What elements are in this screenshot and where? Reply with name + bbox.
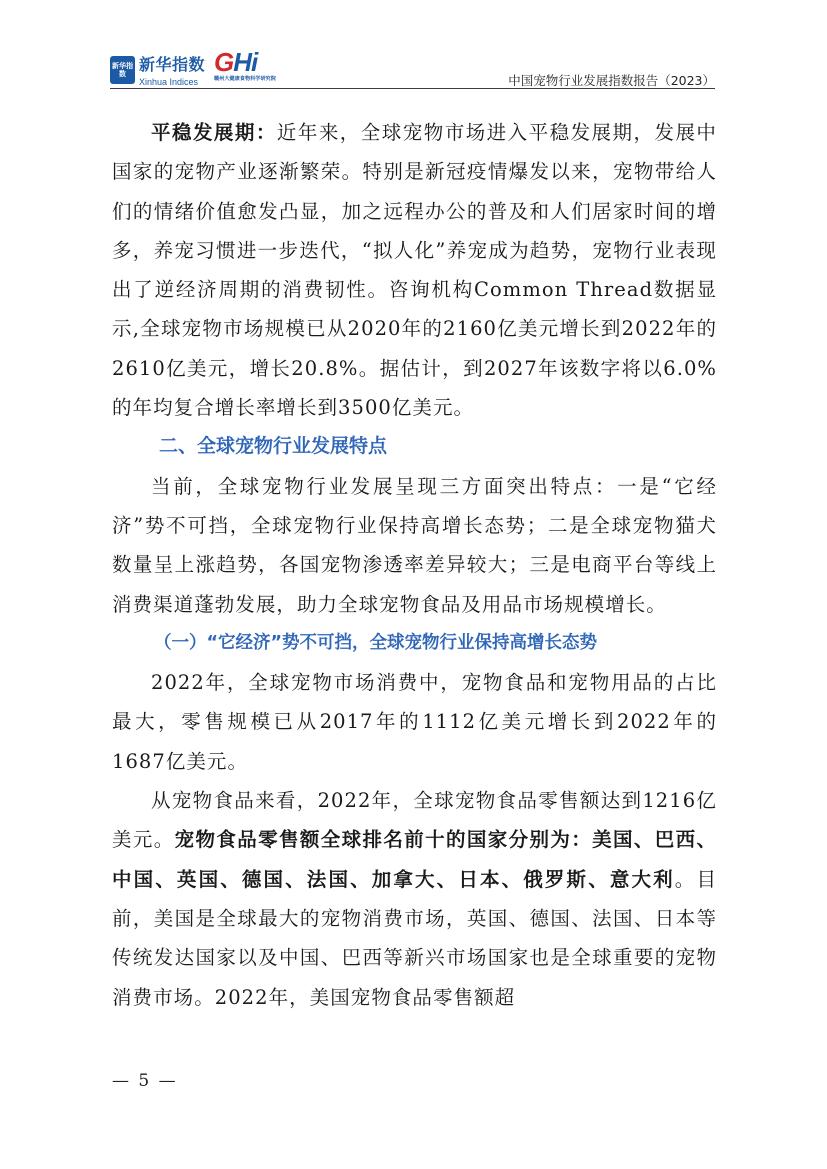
xinhua-indices-logo — [110, 52, 205, 87]
page-header — [0, 0, 827, 95]
section-heading: 二、全球宠物行业发展特点 — [159, 435, 388, 458]
paragraph-lead-term: 平稳发展期： — [151, 121, 277, 144]
paragraph-three-features: 当前，全球宠物行业发展呈现三方面突出特点：一是“它经济”势不可挡，全球宠物行业保持高增长态势；二是全球宠物猫犬数量呈上涨趋势，各国宠物渗透率差异较大；三是电商平台等线上消费渠道蓬勃发展，助力全球宠物食品及用品市场规模增长。 — [112, 474, 717, 616]
subsection-heading: （一）“它经济”势不可挡，全球宠物行业保持高增长态势 — [154, 632, 598, 653]
xinhua-logo-en: Xinhua Indices — [139, 77, 199, 87]
paragraph-stable-development — [112, 113, 717, 427]
page-number: — 5 — — [112, 1071, 178, 1091]
ghi-logo — [214, 47, 306, 82]
paragraph-market-consumption: 2022年，全球宠物市场消费中，宠物食品和宠物用品的占比最大，零售规模已从2017年的1112亿美元增长到2022年的1687亿美元。 — [112, 671, 717, 773]
report-title: 中国宠物行业发展指数报告（2023） — [508, 73, 715, 88]
header-divider — [110, 88, 715, 89]
paragraph-text: 近年来，全球宠物市场进入平稳发展期，发展中国家的宠物产业逐渐繁荣。特别是新冠疫情爆发以来，宠物带给人们的情绪价值愈发凸显，加之远程办公的普及和人们居家时间的增多，养宠习惯进一步迭代，“拟人化”养宠成为趋势，宠物行业表现出了逆经济周期的消费韧性。咨询机构Common Thread数据显示,全球宠物市场规模已从2020年的2160亿美元增长到2022年的2610亿美元，增长20.8%。据估计，到2027年该数字将以6.0%的年均复合增长率增长到3500亿美元。 — [112, 121, 717, 420]
ghi-logo-hi: Hi — [233, 47, 258, 77]
ghi-logo-g: G — [214, 47, 234, 77]
ghi-logo-subtitle: 赣州大健康食物科学研究院 — [214, 75, 276, 82]
paragraph-text: 从宠物食品来看，2022年，全球宠物食品零售额达到1216亿美元。 — [112, 789, 717, 852]
xinhua-logo-mark — [110, 56, 135, 84]
xinhua-logo-mark-text: 新华指数 — [112, 61, 133, 78]
page-body — [112, 113, 717, 1017]
xinhua-logo-cn: 新华指数 — [139, 55, 206, 74]
paragraph-bold-highlight: 宠物食品零售额全球排名前十的国家分别为：美国、巴西、中国、英国、德国、法国、加拿大、日本、俄罗斯、意大利 — [112, 828, 717, 891]
paragraph-pet-food — [112, 781, 717, 1017]
paragraph-text: 。目前，美国是全球最大的宠物消费市场，英国、德国、法国、日本等传统发达国家以及中国、巴西等新兴市场国家也是全球重要的宠物消费市场。2022年，美国宠物食品零售额超 — [112, 867, 717, 1009]
